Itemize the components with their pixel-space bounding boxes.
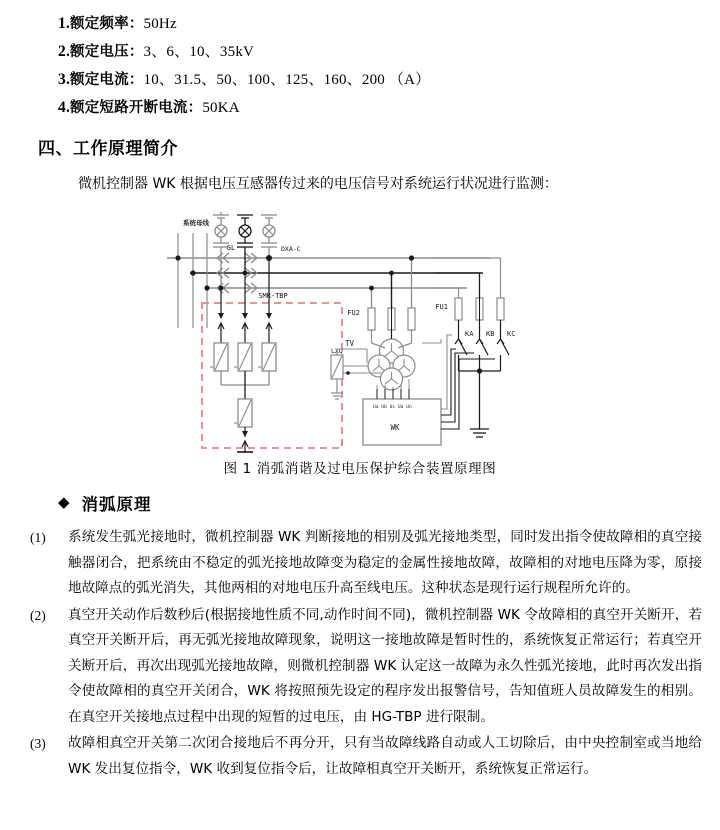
label-wk-terminals: Ua Ub Uc Ua Un <box>373 405 412 410</box>
circuit-diagram <box>145 203 575 453</box>
label-lxq: LXQ <box>331 347 343 355</box>
label-arrester: DXA-C <box>281 245 301 253</box>
spec-value: 50Hz <box>143 16 177 32</box>
spec-label: 额定短路开断电流： <box>70 100 203 116</box>
principle-paragraph <box>0 731 720 782</box>
spec-label: 额定电流： <box>70 72 144 88</box>
figure-caption: 图 1 消弧消谐及过电压保护综合装置原理图 <box>223 461 497 477</box>
spec-value: 10、31.5、50、100、125、160、200 （A） <box>143 72 431 88</box>
label-kb: KB <box>486 330 495 338</box>
label-gl: GL <box>226 244 236 252</box>
paragraph-marker: (2) <box>30 607 46 623</box>
label-tv: TV <box>345 339 355 348</box>
spec-value: 50KA <box>202 100 240 116</box>
paragraph-marker: (1) <box>30 530 46 545</box>
spec-item <box>0 38 720 66</box>
principle-paragraph <box>0 603 720 731</box>
paragraph-marker: (3) <box>30 736 46 751</box>
diamond-bullet-icon: ◆ <box>58 494 70 511</box>
spec-value: 3、6、10、35kV <box>143 44 255 60</box>
label-busbar: 系统母线 <box>183 219 209 227</box>
smr-tbp-dashed-box <box>202 303 342 448</box>
label-fu2: FU2 <box>347 309 360 317</box>
label-kc: KC <box>507 330 516 338</box>
label-smr-tbp: SMR-TBP <box>258 292 288 300</box>
spec-item <box>0 94 720 122</box>
spec-number: 3. <box>58 71 71 88</box>
subsection-title: 消弧原理 <box>81 495 152 514</box>
specification-list <box>0 0 720 122</box>
spec-number: 1. <box>58 15 71 32</box>
label-ka: KA <box>465 330 474 338</box>
figure-container <box>0 203 720 477</box>
paragraph-text: 故障相真空开关第二次闭合接地后不再分开，只有当故障线路自动或人工切除后，由中央控制室或当地给 WK 发出复位指令，WK 收到复位指令后，让故障相真空开关断开，系统恢复正常运行。 <box>68 735 702 777</box>
intro-paragraph: 微机控制器 WK 根据电压互感器传过来的电压信号对系统运行状况进行监测： <box>78 176 558 192</box>
subsection-heading <box>0 491 720 515</box>
label-fu1: FU1 <box>435 303 448 311</box>
paragraph-text: 真空开关动作后数秒后(根据接地性质不同,动作时间不同)，微机控制器 WK 令故障相的真空开关断开，若真空开关断开后，再无弧光接地故障现象，说明这一接地故障是暂时性的，系统恢复正常运行；若真空开关断开后，再次出现弧光接地故障，则微机控制器 WK 认定这一故障为永久性弧光接地，此时再次发出指令使故障相的真空开关闭合，WK 将按照预先设定的程序发出报警信号，告知值班人员故障发生的相别。在真空开关接地点过程中出现的短暂的过电压，由 HG-TBP 进行限制。 <box>68 606 702 725</box>
section-heading: 四、工作原理简介 <box>38 139 178 159</box>
paragraph-text: 系统发生弧光接地时，微机控制器 WK 判断接地的相别及弧光接地类型，同时发出指令使故障相的真空接触器闭合，把系统由不稳定的弧光接地故障变为稳定的金属性接地故障，故障相的对地电压降为零，原接地故障点的弧光消失，其他两相的对地电压升高至线电压。这种状态是现行运行规程所允许的。 <box>68 529 702 596</box>
spec-label: 额定频率： <box>70 16 144 32</box>
spec-item <box>0 66 720 94</box>
spec-number: 2. <box>58 43 71 60</box>
principle-paragraph-list <box>0 525 720 782</box>
spec-item <box>0 10 720 38</box>
spec-label: 额定电压： <box>70 44 144 60</box>
principle-paragraph <box>0 525 720 602</box>
spec-number: 4. <box>58 99 71 116</box>
label-wk: WK <box>390 423 400 432</box>
